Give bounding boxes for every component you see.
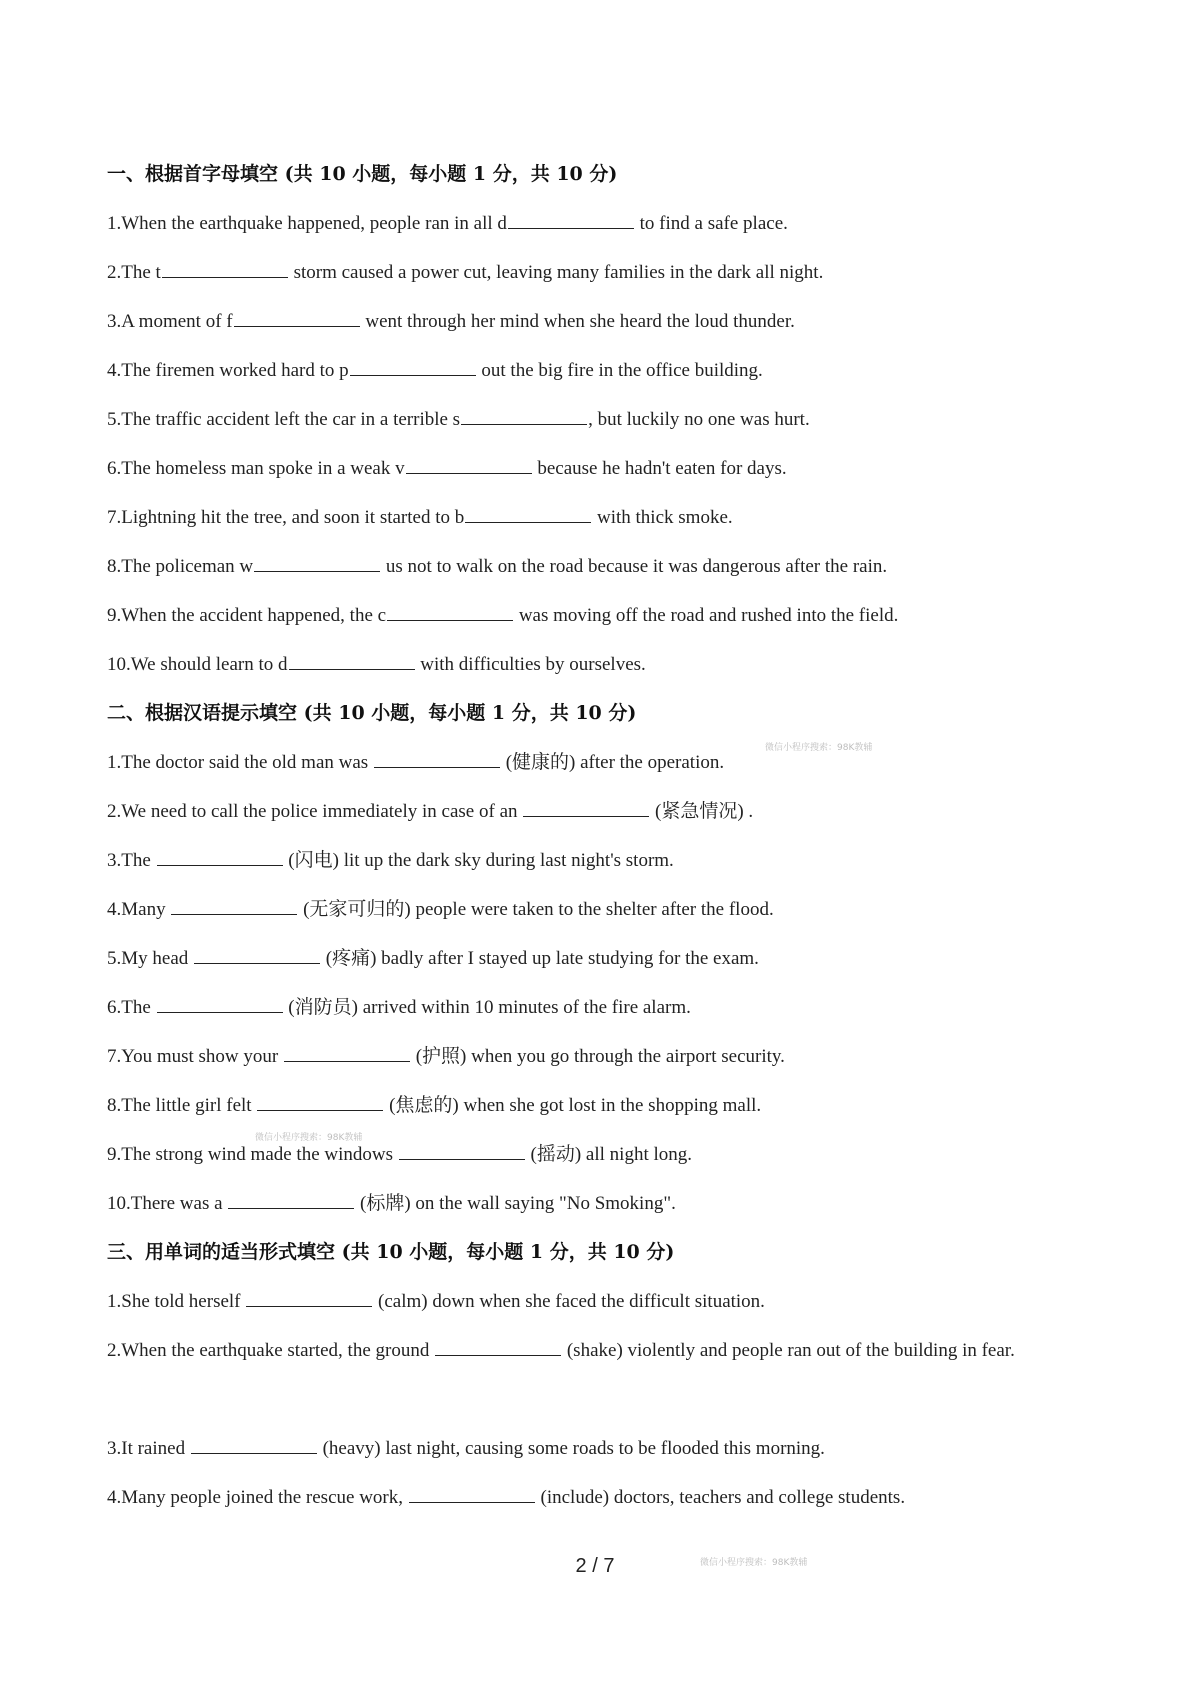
question-item: 6.The (消防员) arrived within 10 minutes of the fire alarm. [107, 997, 691, 1018]
answer-blank[interactable] [171, 913, 297, 915]
question-item: 1.She told herself (calm) down when she faced the difficult situation. [107, 1291, 765, 1312]
question-item: 2.When the earthquake started, the ground (shake) violently and people ran out of the building in fear. [107, 1340, 1015, 1361]
answer-blank[interactable] [435, 1354, 561, 1356]
answer-blank[interactable] [399, 1158, 525, 1160]
answer-blank[interactable] [387, 619, 513, 621]
section-title: 二、根据汉语提示填空 (共 10 小题，每小题 1 分，共 10 分) [107, 702, 637, 724]
watermark-text: 微信小程序搜索：98K教辅 [700, 1558, 808, 1568]
answer-blank[interactable] [191, 1452, 317, 1454]
answer-blank[interactable] [157, 864, 283, 866]
question-item: 5.The traffic accident left the car in a terrible s , but luckily no one was hurt. [107, 409, 810, 430]
section-title: 三、用单词的适当形式填空 (共 10 小题，每小题 1 分，共 10 分) [107, 1241, 675, 1263]
answer-blank[interactable] [465, 521, 591, 523]
answer-blank[interactable] [162, 276, 288, 278]
question-item: 5.My head (疼痛) badly after I stayed up late studying for the exam. [107, 948, 759, 969]
answer-blank[interactable] [461, 423, 587, 425]
question-item: 3.It rained (heavy) last night, causing some roads to be flooded this morning. [107, 1438, 825, 1459]
answer-blank[interactable] [350, 374, 476, 376]
question-item: 4.Many people joined the rescue work, (include) doctors, teachers and college students. [107, 1487, 906, 1508]
question-item: 8.The little girl felt (焦虑的) when she got lost in the shopping mall. [107, 1095, 762, 1116]
question-item: 3.A moment of f went through her mind when she heard the loud thunder. [107, 311, 795, 332]
answer-blank[interactable] [257, 1109, 383, 1111]
question-item: 4.Many (无家可归的) people were taken to the shelter after the flood. [107, 899, 774, 920]
question-item: 10.We should learn to d with difficulties by ourselves. [107, 654, 646, 675]
worksheet-content [107, 150, 1092, 1522]
page-number: 2 / 7 [575, 1555, 615, 1577]
section-title: 一、根据首字母填空 (共 10 小题，每小题 1 分，共 10 分) [107, 163, 618, 185]
answer-blank[interactable] [234, 325, 360, 327]
question-item: 7.You must show your (护照) when you go through the airport security. [107, 1046, 785, 1067]
question-item: 3.The (闪电) lit up the dark sky during last night's storm. [107, 850, 674, 871]
watermark-text: 微信小程序搜索：98K教辅 [255, 1133, 363, 1143]
answer-blank[interactable] [289, 668, 415, 670]
answer-blank[interactable] [523, 815, 649, 817]
question-item: 7.Lightning hit the tree, and soon it started to b with thick smoke. [107, 507, 733, 528]
question-item: 9.The strong wind made the windows (摇动) all night long. [107, 1144, 692, 1165]
question-item: 2.We need to call the police immediately in case of an (紧急情况) . [107, 801, 754, 822]
question-item: 4.The firemen worked hard to p out the big fire in the office building. [107, 360, 763, 381]
question-item: 8.The policeman w us not to walk on the road because it was dangerous after the rain. [107, 556, 888, 577]
answer-blank[interactable] [409, 1501, 535, 1503]
answer-blank[interactable] [508, 227, 634, 229]
watermark-text: 微信小程序搜索：98K教辅 [765, 743, 873, 753]
answer-blank[interactable] [194, 962, 320, 964]
answer-blank[interactable] [254, 570, 380, 572]
question-item: 6.The homeless man spoke in a weak v because he hadn't eaten for days. [107, 458, 787, 479]
question-item: 2.The t storm caused a power cut, leaving many families in the dark all night. [107, 262, 824, 283]
question-item: 1.When the earthquake happened, people ran in all d to find a safe place. [107, 213, 788, 234]
question-item: 1.The doctor said the old man was (健康的) after the operation. [107, 752, 725, 773]
answer-blank[interactable] [228, 1207, 354, 1209]
answer-blank[interactable] [284, 1060, 410, 1062]
answer-blank[interactable] [157, 1011, 283, 1013]
answer-blank[interactable] [406, 472, 532, 474]
question-item: 10.There was a (标牌) on the wall saying "No Smoking". [107, 1193, 676, 1214]
answer-blank[interactable] [374, 766, 500, 768]
answer-blank[interactable] [246, 1305, 372, 1307]
question-item: 9.When the accident happened, the c was moving off the road and rushed into the field. [107, 605, 899, 626]
